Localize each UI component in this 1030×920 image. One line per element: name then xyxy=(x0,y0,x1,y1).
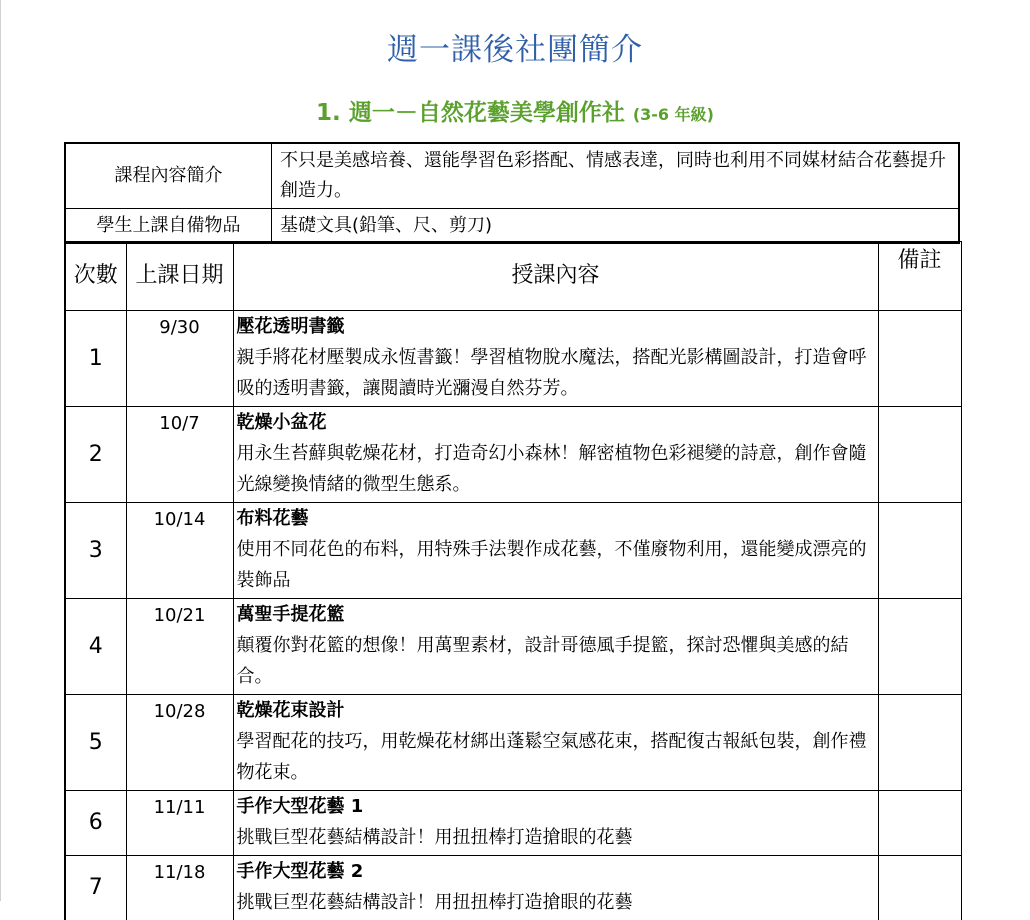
session-number: 6 xyxy=(65,791,126,856)
supplies-value: 基礎文具(鉛筆、尺、剪刀) xyxy=(272,209,960,244)
table-row xyxy=(65,695,961,791)
session-content xyxy=(233,407,878,503)
supplies-label: 學生上課自備物品 xyxy=(65,209,272,244)
page-title: 週一課後社團簡介 xyxy=(0,24,1030,69)
session-date: 9/30 xyxy=(126,311,233,407)
session-description: 用永生苔蘚與乾燥花材，打造奇幻小森林！解密植物色彩褪變的詩意，創作會隨光線變換情緒的微型生態系。 xyxy=(237,438,876,500)
header-session-count: 次數 xyxy=(65,242,126,311)
subtitle-grade: (3-6 年級) xyxy=(633,105,714,124)
session-number: 5 xyxy=(65,695,126,791)
subtitle-text: 週一－自然花藝美學創作社 xyxy=(349,100,625,126)
session-note xyxy=(878,599,961,695)
header-class-date: 上課日期 xyxy=(126,242,233,311)
table-row xyxy=(65,856,961,920)
session-topic: 乾燥花束設計 xyxy=(237,695,876,726)
session-content xyxy=(233,791,878,856)
session-date: 10/21 xyxy=(126,599,233,695)
session-note xyxy=(878,407,961,503)
schedule-header-row xyxy=(65,242,961,311)
course-summary-label: 課程內容簡介 xyxy=(65,143,272,209)
table-row xyxy=(65,599,961,695)
session-topic: 手作大型花藝 2 xyxy=(237,856,876,887)
session-content xyxy=(233,599,878,695)
session-description: 學習配花的技巧，用乾燥花材綁出蓬鬆空氣感花束，搭配復古報紙包裝，創作禮物花束。 xyxy=(237,726,876,788)
session-topic: 萬聖手提花籃 xyxy=(237,599,876,630)
table-row xyxy=(65,503,961,599)
session-number: 1 xyxy=(65,311,126,407)
session-content xyxy=(233,856,878,920)
session-number: 7 xyxy=(65,856,126,920)
session-description: 顛覆你對花籃的想像！用萬聖素材，設計哥德風手提籃，探討恐懼與美感的結合。 xyxy=(237,630,876,692)
session-description: 挑戰巨型花藝結構設計！用扭扭棒打造搶眼的花藝 xyxy=(237,887,876,918)
session-description: 親手將花材壓製成永恆書籤！學習植物脫水魔法，搭配光影構圖設計，打造會呼吸的透明書籤，讓閱讀時光瀰漫自然芬芳。 xyxy=(237,342,876,404)
session-description: 挑戰巨型花藝結構設計！用扭扭棒打造搶眼的花藝 xyxy=(237,822,876,853)
session-content xyxy=(233,695,878,791)
session-date: 10/28 xyxy=(126,695,233,791)
course-info-table xyxy=(64,142,960,244)
session-number: 4 xyxy=(65,599,126,695)
session-description: 使用不同花色的布料，用特殊手法製作成花藝，不僅廢物利用，還能變成漂亮的裝飾品 xyxy=(237,534,876,596)
table-row xyxy=(65,407,961,503)
session-date: 10/7 xyxy=(126,407,233,503)
table-row xyxy=(65,791,961,856)
club-subtitle xyxy=(0,94,1030,127)
session-note xyxy=(878,856,961,920)
header-class-content: 授課內容 xyxy=(233,242,878,311)
session-topic: 乾燥小盆花 xyxy=(237,407,876,438)
session-content xyxy=(233,503,878,599)
supplies-row xyxy=(65,209,959,244)
page-edge xyxy=(0,0,1,901)
session-number: 3 xyxy=(65,503,126,599)
course-summary-row xyxy=(65,143,959,209)
session-date: 11/11 xyxy=(126,791,233,856)
session-date: 10/14 xyxy=(126,503,233,599)
session-topic: 手作大型花藝 1 xyxy=(237,791,876,822)
session-note xyxy=(878,503,961,599)
session-number: 2 xyxy=(65,407,126,503)
session-content xyxy=(233,311,878,407)
course-summary-value: 不只是美感培養、還能學習色彩搭配、情感表達，同時也利用不同媒材結合花藝提升創造力。 xyxy=(272,143,960,209)
header-notes: 備註 xyxy=(878,242,961,311)
session-note xyxy=(878,695,961,791)
session-date: 11/18 xyxy=(126,856,233,920)
session-note xyxy=(878,791,961,856)
session-topic: 壓花透明書籤 xyxy=(237,311,876,342)
schedule-table xyxy=(64,241,962,920)
subtitle-number: 1. xyxy=(316,100,341,126)
session-note xyxy=(878,311,961,407)
session-topic: 布料花藝 xyxy=(237,503,876,534)
table-row xyxy=(65,311,961,407)
